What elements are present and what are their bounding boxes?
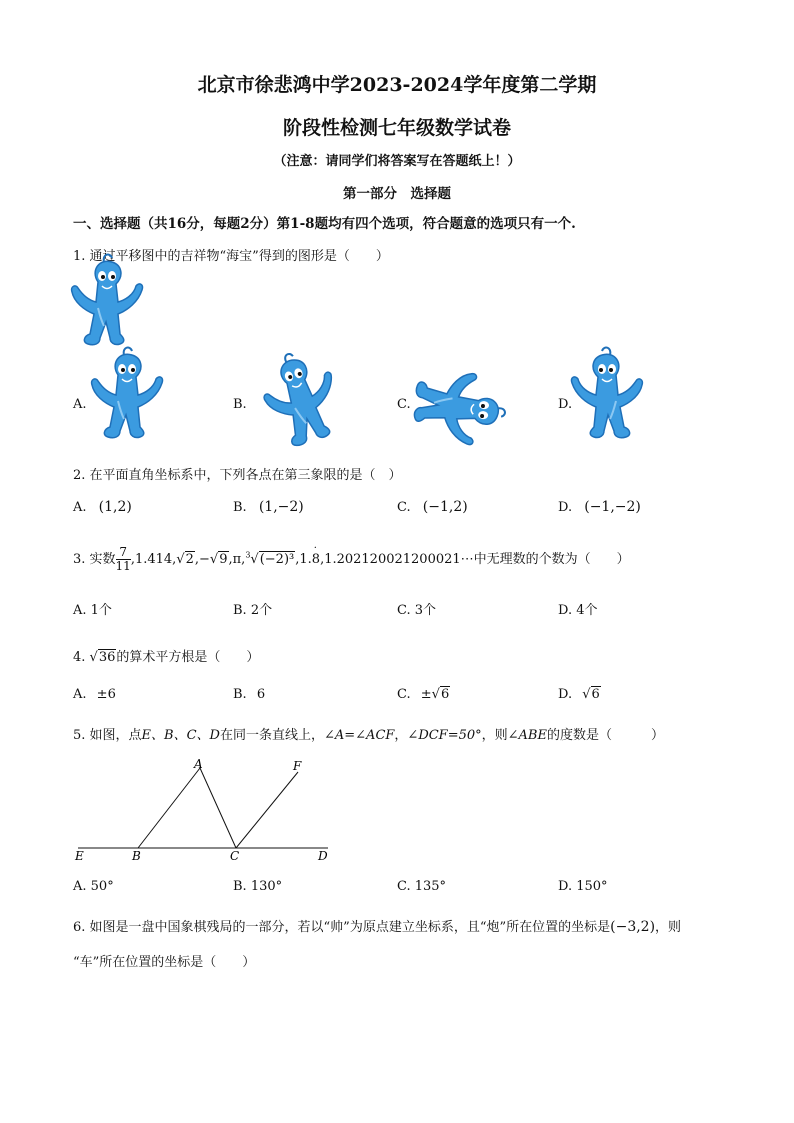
q4-option-c-radicand: 6 [440,687,450,702]
q4-option-d[interactable] [558,687,601,702]
option-c-mascot-image [412,369,508,447]
q3-repeating-digit: 8 · [311,543,321,567]
question-2-stem: 2. 在平面直角坐标系中，下列各点在第三象限的是（ ） [73,468,402,483]
q3-mid5: ,1.202120021200021⋯中无理数的个数为（ ） [320,552,630,567]
q3-mid2: ,− [194,552,210,567]
part-heading: 第一部分 选择题 [343,186,451,202]
q5-cond2: ∠DCF=50° [407,728,482,743]
q2-option-c-value: (−1,2) [422,499,468,515]
q4-option-d-label: D. [558,687,573,702]
q5-stem-c: ，则 [481,728,508,743]
segment-ba [138,768,200,848]
q3-frac-den: 11 [115,559,131,573]
q3-option-a[interactable]: A. 1个 [73,603,112,618]
question-6-line1 [73,916,681,935]
exam-title-line1: 北京市徐悲鸿中学2023-2024学年度第二学期 [197,74,597,96]
q3-cbrt-body: (−2)³ [259,552,295,567]
q3-sqrt2: √2 [176,552,194,567]
q5-option-d[interactable]: D. 150° [558,879,608,894]
segment-cf [236,772,298,848]
q4-prefix: 4. [73,650,90,665]
q2-option-c[interactable] [397,499,468,515]
q5-geometry-figure [0,750,400,870]
q3-sqrt2-radicand: 2 [185,552,194,567]
option-a-mascot-image [92,348,163,438]
q4-option-c[interactable] [397,687,450,702]
q3-mid1: ,1.414, [130,552,177,567]
question-1-stem: 1. 通过平移图中的吉祥物“海宝”得到的图形是（ ） [73,249,389,264]
q1-option-d[interactable]: D. [558,397,573,412]
q3-mid3: ,π, [228,552,246,567]
question-5-stem [73,724,664,743]
q3-option-d[interactable]: D. 4个 [558,603,598,618]
q4-option-b-label: B. [233,687,247,702]
q2-option-b-value: (1,−2) [258,499,304,515]
q3-frac-num: 7 [116,546,131,560]
q5-cond1: ∠A=∠ACF [323,728,395,743]
q3-prefix: 3. 实数 [73,552,116,567]
q4-sqrt36: √36 [89,650,116,665]
q2-option-d-label: D. [558,500,573,515]
q4-option-b-value: 6 [256,687,266,702]
q4-option-a-value: ±6 [96,687,116,702]
q4-option-d-radicand: 6 [591,687,600,702]
question-6-line2: “车”所在位置的坐标是（ ） [73,955,256,970]
question-3-stem [73,543,630,573]
q5-option-c[interactable]: C. 135° [397,879,447,894]
q4-option-d-sqrt: √6 [582,687,600,702]
q4-option-c-value: ± [420,687,432,702]
label-c: C [230,849,240,863]
q2-option-d[interactable] [558,499,641,515]
reference-mascot-image [72,255,143,345]
q1-option-b[interactable]: B. [233,397,247,412]
q5-stem-d: 的度数是（ ） [546,728,664,743]
q3-mid4: ,1. [295,552,312,567]
q3-sqrt9-radicand: 9 [219,552,228,567]
exam-title-line2: 阶段性检测七年级数学试卷 [282,117,511,139]
q2-option-a-value: (1,2) [98,499,132,515]
label-d: D [318,849,328,863]
q2-option-b-label: B. [233,500,247,515]
label-a: A [194,757,203,771]
q4-option-a[interactable] [73,687,116,702]
q5-option-b[interactable]: B. 130° [233,879,283,894]
q3-dot-digit: 8 [311,552,321,567]
q4-option-b[interactable] [233,687,265,702]
q4-option-c-sqrt: √6 [431,687,450,702]
q1-option-c[interactable]: C. [397,397,411,412]
section-heading: 一、选择题（共16分，每题2分）第1-8题均有四个选项，符合题意的选项只有一个. [73,216,576,232]
answer-note: （注意：请同学们将答案写在答题纸上！） [273,154,521,169]
question-4-stem [73,646,259,665]
q5-points: E、B、C、D [141,728,220,743]
option-d-mascot-image [572,348,643,438]
option-b-mascot-image [253,343,348,451]
q3-cbrt: $^3$√(−2)³ [245,550,295,567]
q2-option-b[interactable] [233,499,304,515]
q2-option-a-label: A. [73,500,87,515]
q5-stem-a: 5. 如图，点 [73,728,142,743]
mascot-figures [0,0,794,460]
q5-option-a[interactable]: A. 50° [73,879,114,894]
segment-ac [200,768,236,848]
q1-option-a[interactable]: A. [73,397,87,412]
q3-sqrt9: √9 [209,552,228,567]
label-b: B [132,849,141,863]
q4-option-a-label: A. [73,687,87,702]
q3-option-b[interactable]: B. 2个 [233,603,273,618]
q5-stem-b: 在同一条直线上， [219,728,324,743]
q5-target: ∠ABE [507,728,547,743]
q2-option-a[interactable] [73,499,132,515]
q4-radicand: 36 [98,650,116,665]
q3-cbrt-index: 3 [245,550,251,560]
q2-option-c-label: C. [397,500,411,515]
q4-option-c-label: C. [397,687,411,702]
q6-coord: (−3,2) [610,919,656,935]
q2-option-d-value: (−1,−2) [584,499,641,515]
q3-option-c[interactable]: C. 3个 [397,603,437,618]
label-e: E [75,849,84,863]
q3-fraction [116,546,131,573]
q4-suffix: 的算术平方根是（ ） [116,650,260,665]
q6-line1-a: 6. 如图是一盘中国象棋残局的一部分，若以“帅”为原点建立坐标系，且“炮”所在位置的坐标是 [73,920,611,935]
label-f: F [293,759,302,773]
q6-line1-b: ，则 [655,920,682,935]
q5-sep: ， [394,728,408,743]
